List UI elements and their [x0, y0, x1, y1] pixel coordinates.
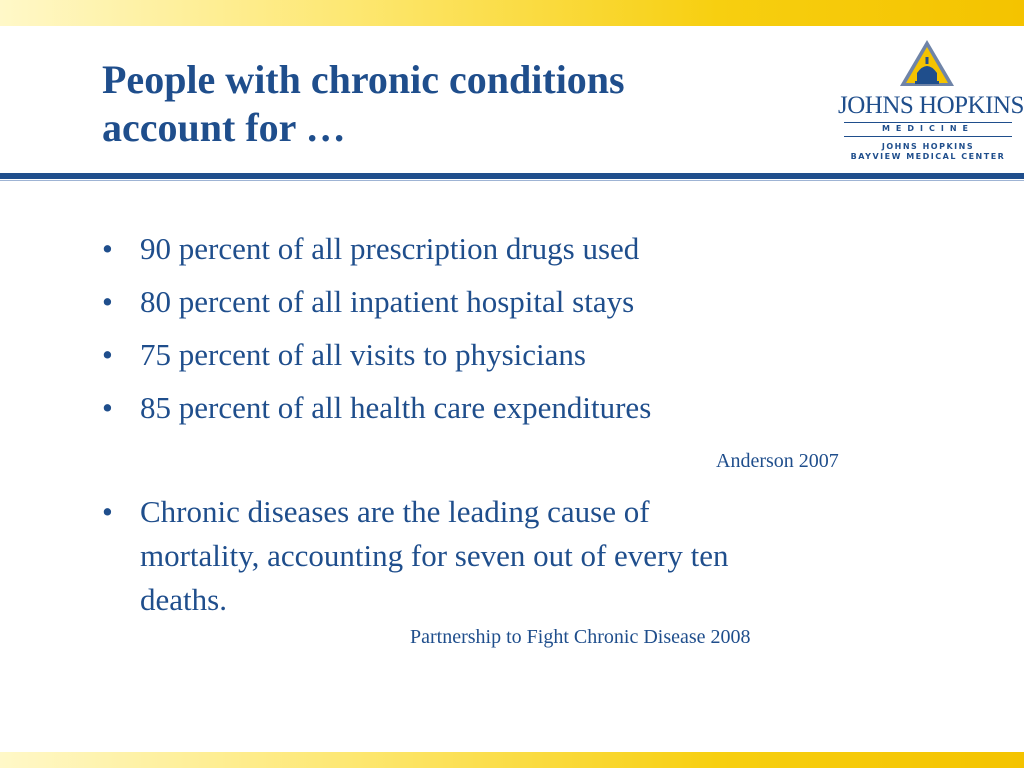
bullet-text-line: mortality, accounting for seven out of every ten — [140, 538, 729, 573]
bullet-dot: • — [102, 390, 113, 425]
title-divider — [0, 173, 1024, 179]
bullet-dot: • — [102, 284, 113, 319]
citation-partnership: Partnership to Fight Chronic Disease 2008 — [410, 626, 751, 648]
slide-title — [102, 56, 742, 152]
bullet-dot: • — [102, 494, 113, 529]
logo-center-line-1: JOHNS HOPKINS — [881, 142, 975, 151]
slide-title-line-2: account for … — [102, 105, 346, 150]
bullet-dot: • — [102, 337, 113, 372]
title-divider-thin — [0, 180, 1024, 181]
bullet-text-line: Chronic diseases are the leading cause of — [140, 494, 650, 529]
logo-divider — [844, 122, 1012, 123]
bullet-text: 75 percent of all visits to physicians — [140, 337, 586, 372]
logo-subtitle: MEDICINE — [881, 124, 975, 133]
bullet-text — [140, 490, 920, 622]
dome-shield-icon — [896, 38, 958, 90]
bullet-text-line: deaths. — [140, 582, 227, 617]
logo-divider — [844, 136, 1012, 137]
bullet-text: 85 percent of all health care expenditures — [140, 390, 652, 425]
citation-anderson: Anderson 2007 — [716, 450, 839, 472]
top-yellow-band — [0, 0, 1024, 26]
logo-name: JOHNS HOPKINS — [838, 92, 1024, 119]
bullet-text: 80 percent of all inpatient hospital stays — [140, 284, 635, 319]
slide-title-line-1: People with chronic conditions — [102, 57, 625, 102]
bullet-dot: • — [102, 231, 113, 266]
bullet-text: 90 percent of all prescription drugs used — [140, 231, 640, 266]
johns-hopkins-logo — [838, 38, 1024, 166]
bottom-yellow-band — [0, 752, 1024, 768]
logo-center-line-2: BAYVIEW MEDICAL CENTER — [850, 152, 1006, 161]
